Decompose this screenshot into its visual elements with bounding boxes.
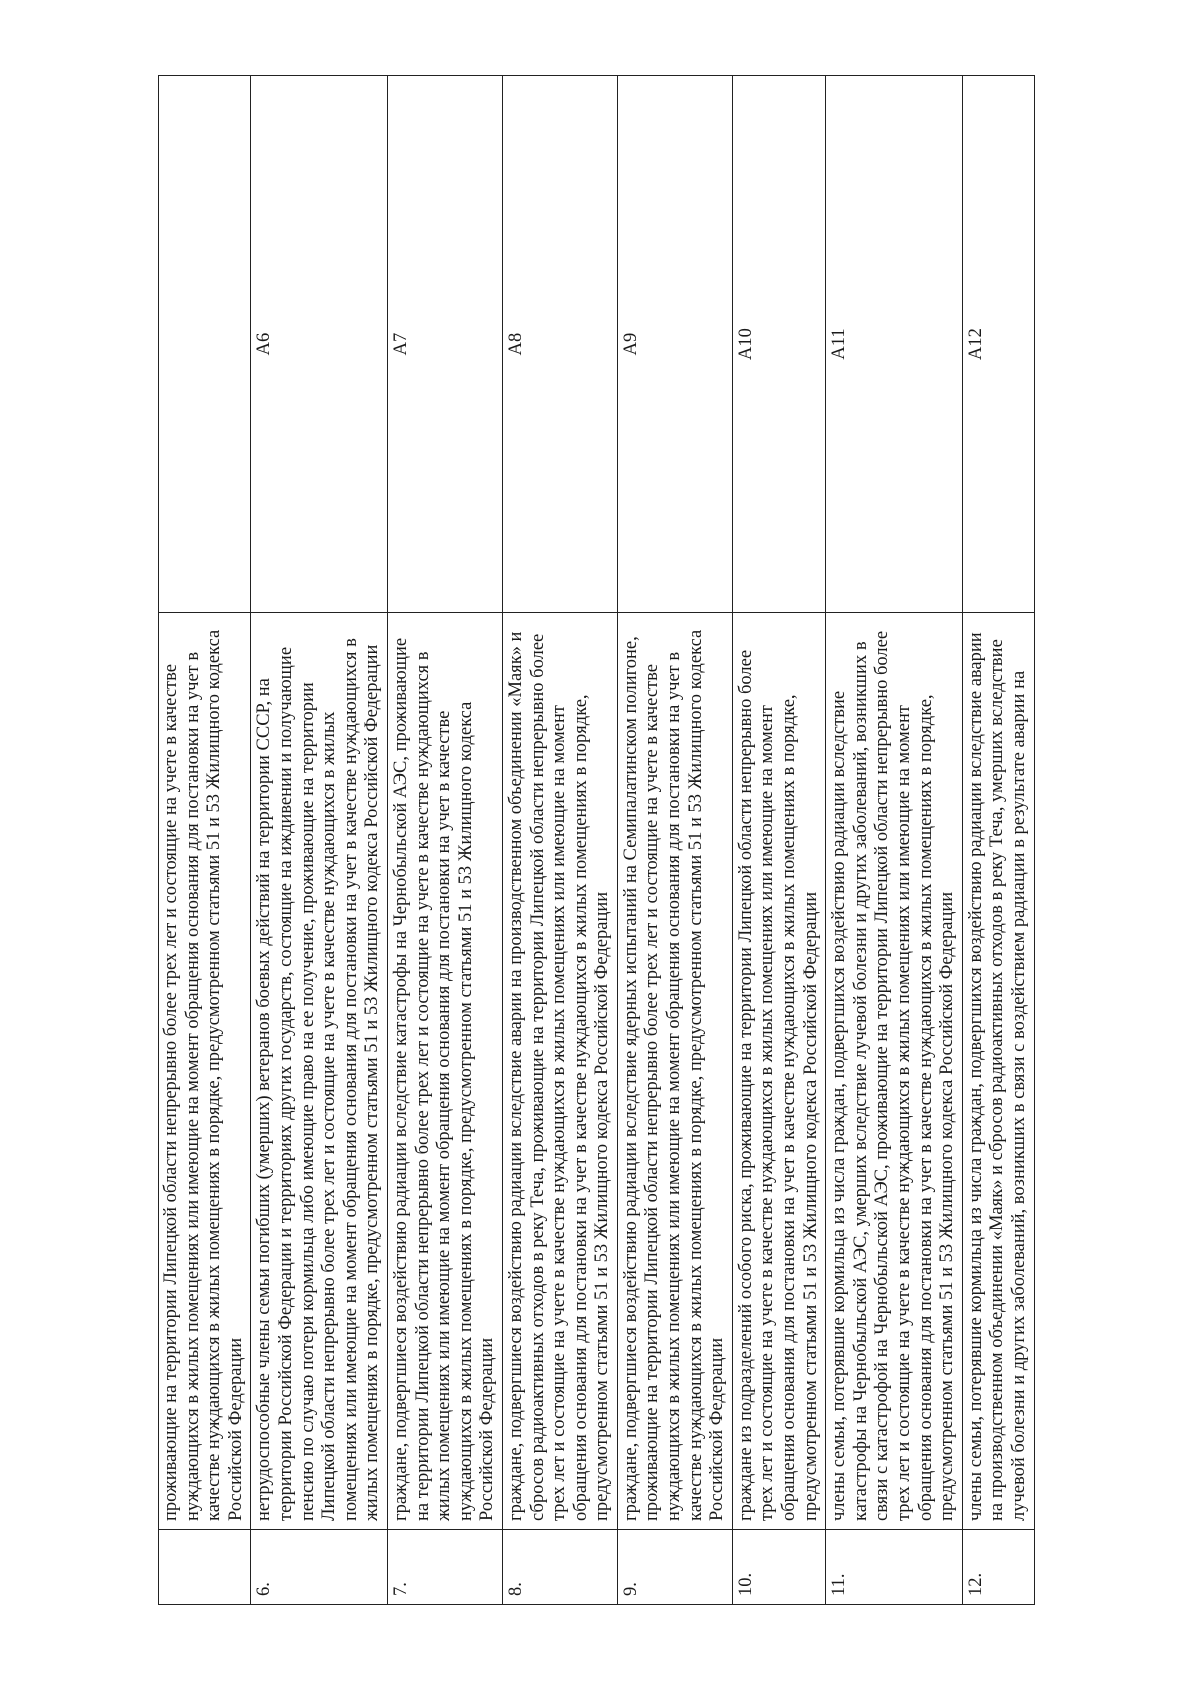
row-code: А11: [826, 76, 963, 613]
row-code: А12: [962, 76, 1034, 613]
row-number: 7.: [387, 1530, 502, 1605]
row-description: проживающие на территории Липецкой области непрерывно более трех лет и состоящие на учете в качестве нуждающихся в жилых помещениях или имеющие на момент обращения основания для постановки на учет в качестве нуждающихся в жилых помещениях в порядке, предусмотренном статьями 51 и 53 Жилищного кодекса Российской Федерации: [159, 613, 251, 1530]
categories-table: [158, 75, 1035, 1605]
row-description: граждане из подразделений особого риска, проживающие на территории Липецкой области непрерывно более трех лет и состоящие на учете в качестве нуждающихся в жилых помещениях или имеющие на момент обращения основания для постановки на учет в качестве нуждающихся в жилых помещениях в порядке, предусмотренном статьями 51 и 53 Жилищного кодекса Российской Федерации: [732, 613, 825, 1530]
row-number: 11.: [826, 1530, 963, 1605]
row-code: [159, 76, 251, 613]
table-row: [826, 76, 963, 1605]
row-code: А9: [617, 76, 732, 613]
row-code: А7: [387, 76, 502, 613]
table-row: [617, 76, 732, 1605]
row-description: члены семьи, потерявшие кормильца из числа граждан, подвергшихся воздействию радиации вследствие катастрофы на Чернобыльской АЭС, умерших вследствие лучевой болезни и других заболеваний, возникших в связи с катастрофой на Чернобыльской АЭС, проживающие на территории Липецкой области непрерывно более трех лет и состоящие на учете в качестве нуждающихся в жилых помещениях или имеющие на момент обращения основания для постановки на учет в качестве нуждающихся в жилых помещениях в порядке, предусмотренном статьями 51 и 53 Жилищного кодекса Российской Федерации: [826, 613, 963, 1530]
row-number: [159, 1530, 251, 1605]
table-row: [502, 76, 617, 1605]
table-row: [387, 76, 502, 1605]
row-number: 10.: [732, 1530, 825, 1605]
table-row: [159, 76, 251, 1605]
row-description: граждане, подвергшиеся воздействию радиации вследствие ядерных испытаний на Семипалатинском полигоне, проживающие на территории Липецкой области непрерывно более трех лет и состоящие на учете в качестве нуждающихся в жилых помещениях или имеющие на момент обращения основания для постановки на учет в качестве нуждающихся в жилых помещениях в порядке, предусмотренном статьями 51 и 53 Жилищного кодекса Российской Федерации: [617, 613, 732, 1530]
table-row: [732, 76, 825, 1605]
row-code: А8: [502, 76, 617, 613]
row-description: граждане, подвергшиеся воздействию радиации вследствие аварии на производственном объединении «Маяк» и сбросов радиоактивных отходов в реку Теча, проживающие на территории Липецкой области непрерывно более трех лет и состоящие на учете в качестве нуждающихся в жилых помещениях или имеющие на момент обращения основания для постановки на учет в качестве нуждающихся в жилых помещениях в порядке, предусмотренном статьями 51 и 53 Жилищного кодекса Российской Федерации: [502, 613, 617, 1530]
row-code: А10: [732, 76, 825, 613]
row-description: граждане, подвергшиеся воздействию радиации вследствие катастрофы на Чернобыльской АЭС, проживающие на территории Липецкой области непрерывно более трех лет и состоящие на учете в качестве нуждающихся в жилых помещениях или имеющие на момент обращения основания для постановки на учет в качестве нуждающихся в жилых помещениях в порядке, предусмотренном статьями 51 и 53 Жилищного кодекса Российской Федерации: [387, 613, 502, 1530]
table-row: [251, 76, 388, 1605]
row-number: 6.: [251, 1530, 388, 1605]
row-number: 8.: [502, 1530, 617, 1605]
row-code: А6: [251, 76, 388, 613]
rotated-page: [158, 75, 1068, 1605]
table-row: [962, 76, 1034, 1605]
row-number: 9.: [617, 1530, 732, 1605]
row-number: 12.: [962, 1530, 1034, 1605]
row-description: члены семьи, потерявшие кормильца из числа граждан, подвергшихся воздействию радиации вследствие аварии на производственном объединении «Маяк» и сбросов радиоактивных отходов в реку Теча, умерших вследствие лучевой болезни и других заболеваний, возникших в связи с воздействием радиации в результате аварии на: [962, 613, 1034, 1530]
row-description: нетрудоспособные члены семьи погибших (умерших) ветеранов боевых действий на территории СССР, на территории Российской Федерации и территориях других государств, состоящие на иждивении и получающие пенсию по случаю потери кормильца либо имеющие право на ее получение, проживающие на территории Липецкой области непрерывно более трех лет и состоящие на учете в качестве нуждающихся в жилых помещениях или имеющие на момент обращения основания для постановки на учет в качестве нуждающихся в жилых помещениях в порядке, предусмотренном статьями 51 и 53 Жилищного кодекса Российской Федерации: [251, 613, 388, 1530]
